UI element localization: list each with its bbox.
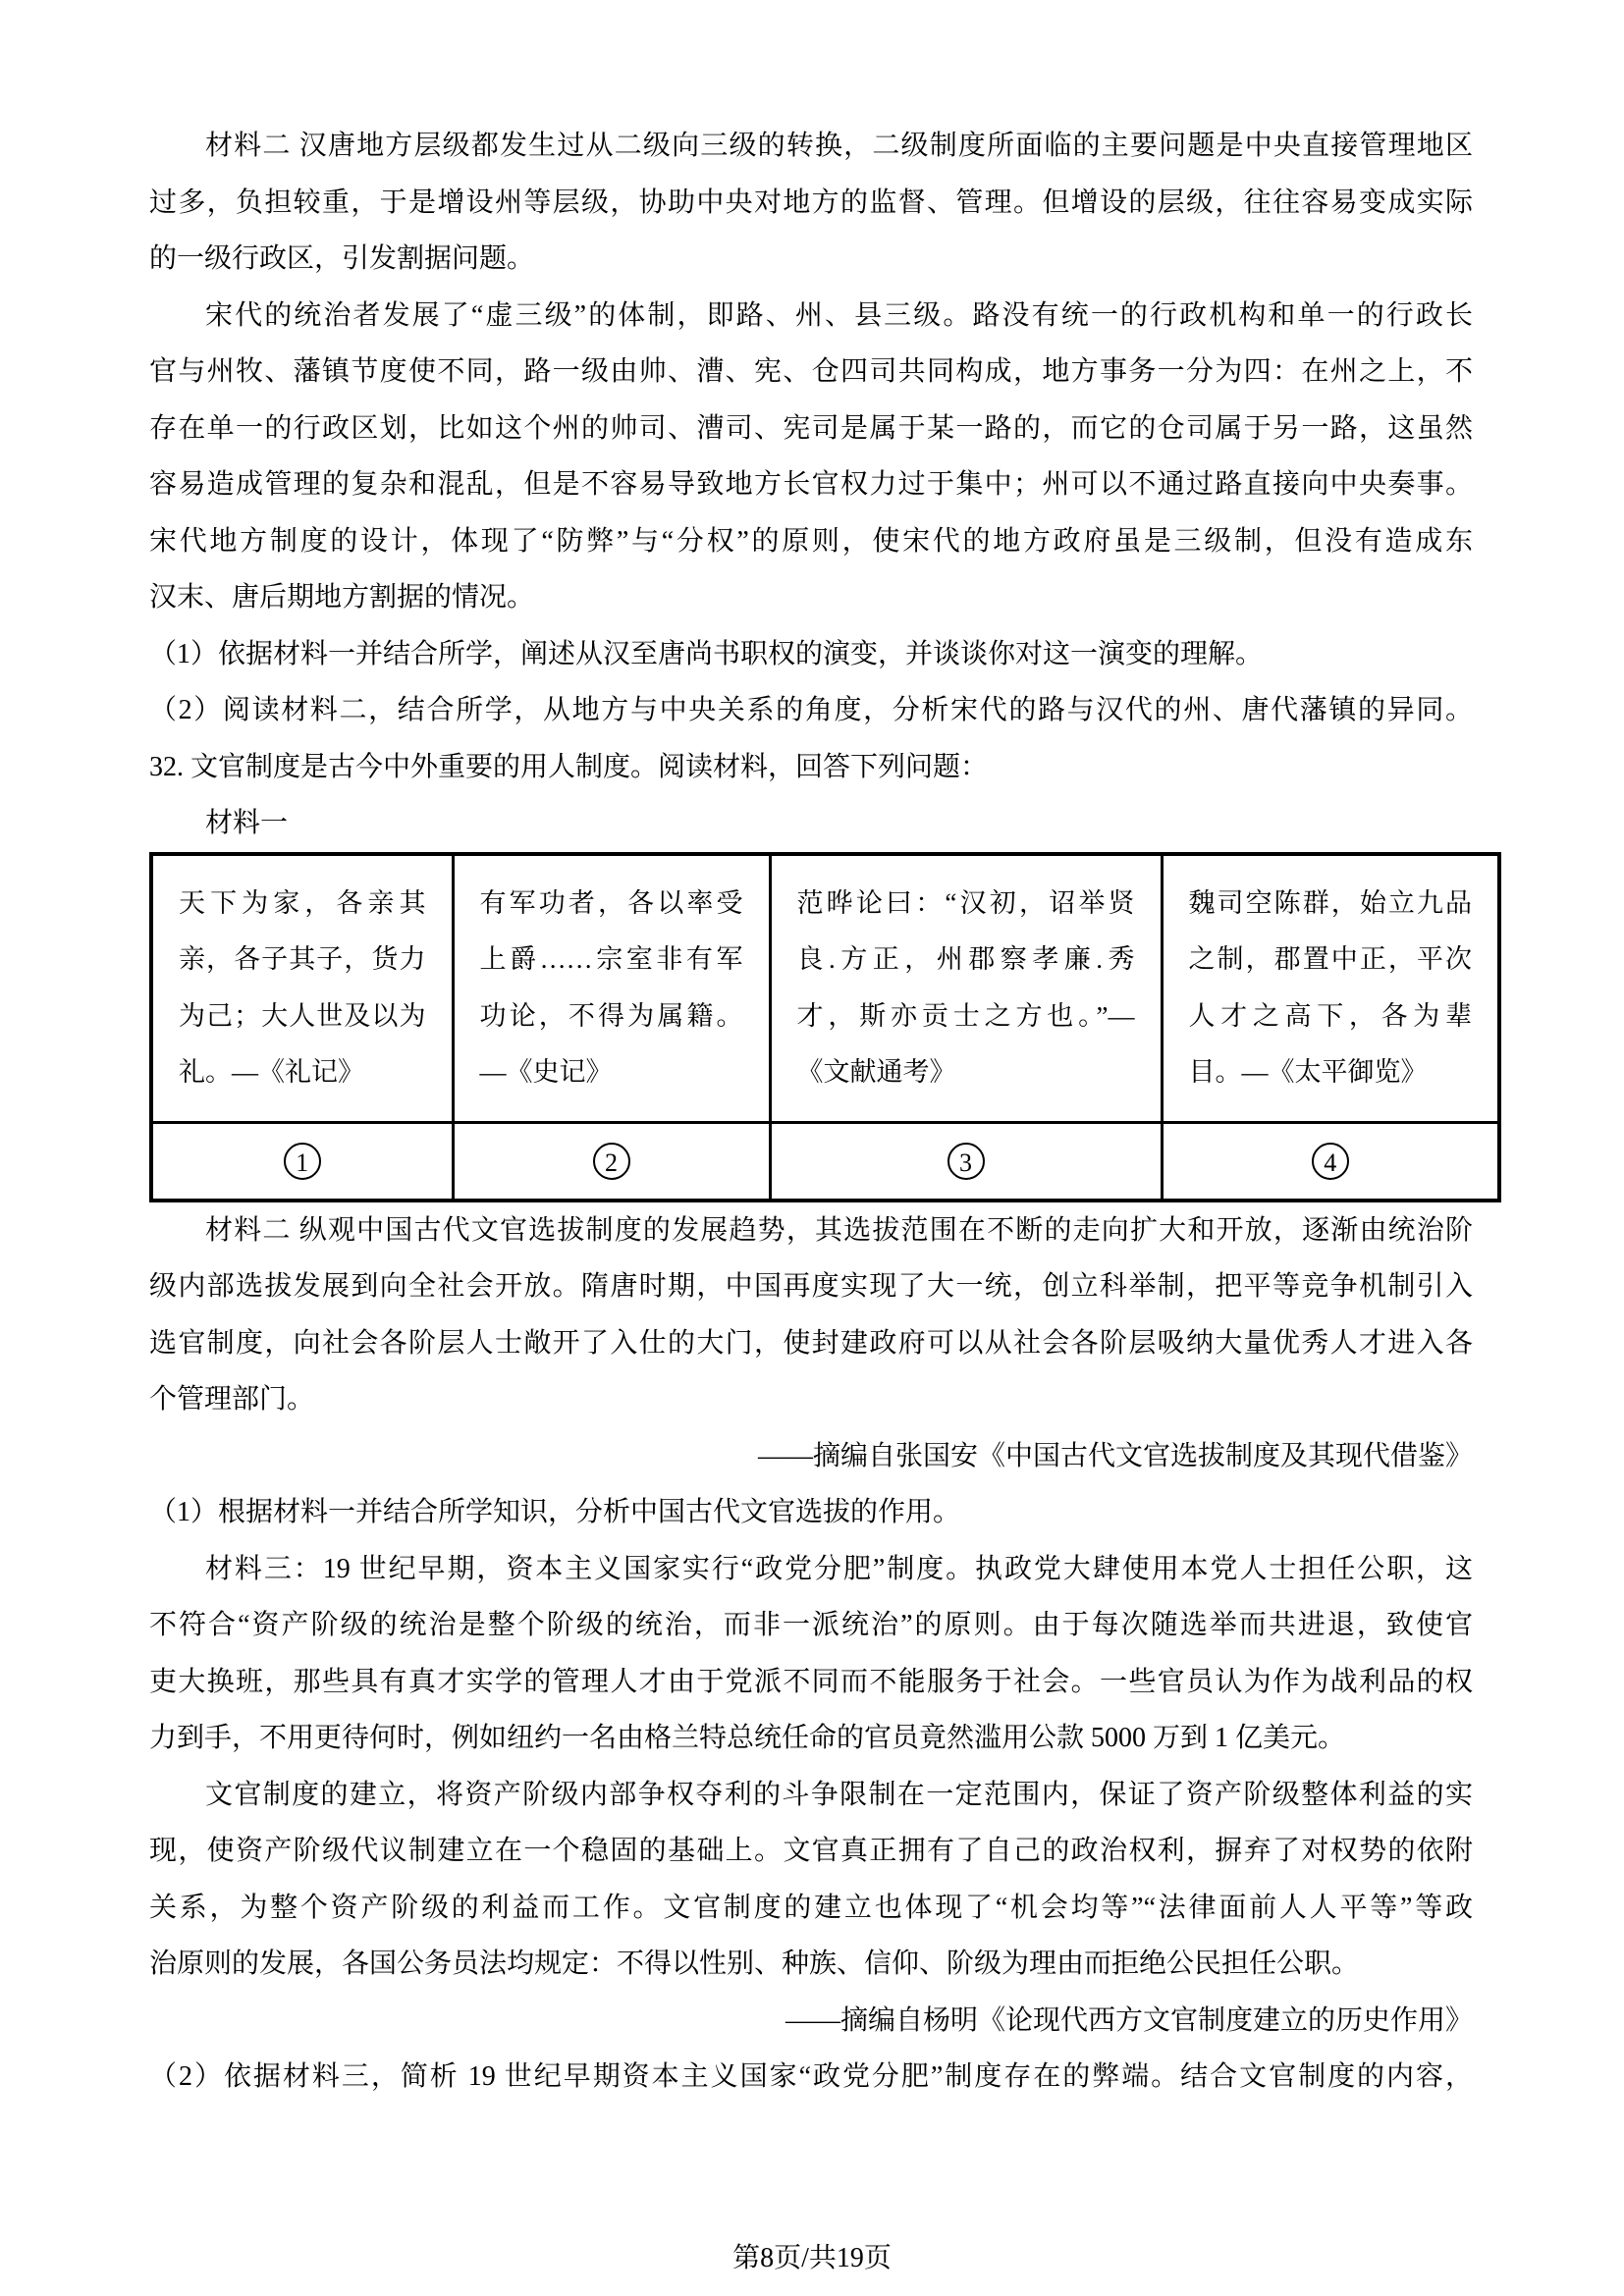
table-cell-2 xyxy=(453,854,770,1123)
material-2-paragraph-line: 汉末、唐后期地方割据的情况。 xyxy=(149,582,535,613)
cell-text-line: 魏司空陈群，始立九品 xyxy=(1188,887,1472,918)
table-cell-4 xyxy=(1162,854,1499,1123)
cell-text-line: 《文献通考》 xyxy=(796,1057,956,1087)
table-label-cell-1 xyxy=(151,1122,453,1201)
cell-text-line: 上爵……宗室非有军 xyxy=(479,944,743,974)
table-cell-1 xyxy=(151,854,453,1123)
material-2-selection-paragraph-line: 材料二 纵观中国古代文官选拔制度的发展趋势，其选拔范围在不断的走向扩大和开放，逐渐由统治阶 xyxy=(205,1214,1473,1246)
table-source-row xyxy=(151,854,1499,1123)
cell-text-line: 之制，郡置中正，平次 xyxy=(1188,944,1472,974)
cell-text-line: 天下为家，各亲其 xyxy=(179,887,426,918)
cell-text-line: 礼。—《礼记》 xyxy=(179,1057,364,1087)
material-3-paragraph-line: 不符合“资产阶级的统治是整个阶级的统治，而非一派统治”的原则。由于每次随选举而共进退，致使官 xyxy=(149,1610,1473,1640)
material-2-paragraph-line: 材料二 汉唐地方层级都发生过从二级向三级的转换，二级制度所面临的主要问题是中央直接管理地区 xyxy=(205,131,1473,161)
cell-text-line: 亲，各子其子，货力 xyxy=(179,944,426,974)
material-2-paragraph-line: 的一级行政区，引发割据问题。 xyxy=(149,243,535,274)
source-attribution-yang-ming: ——摘编自杨明《论现代西方文官制度建立的历史作用》 xyxy=(785,2004,1473,2036)
cell-text-line: 良.方正，州郡察孝廉.秀 xyxy=(796,944,1135,974)
question-31-part-1: （1）依据材料一并结合所学，阐述从汉至唐尚书职权的演变，并谈谈你对这一演变的理解。 xyxy=(149,638,1264,669)
cell-text-line: —《史记》 xyxy=(479,1057,613,1087)
material-1-label: 材料一 xyxy=(205,808,289,838)
material-2-selection-paragraph-line: 级内部选拔发展到向全社会开放。隋唐时期，中国再度实现了大一统，创立科举制，把平等竞争机制引入 xyxy=(149,1271,1473,1302)
question-32-part-2: （2）依据材料三，简析 19 世纪早期资本主义国家“政党分肥”制度存在的弊端。结合文官制度的内容， xyxy=(149,2061,1473,2092)
page-footer: 第8页/共19页 xyxy=(732,2243,892,2273)
table-label-cell-3 xyxy=(770,1122,1162,1201)
material-1-table xyxy=(149,852,1501,1202)
material-2-paragraph-line: 官与州牧、藩镇节度使不同，路一级由帅、漕、宪、仓四司共同构成，地方事务一分为四：在州之上，不 xyxy=(149,356,1473,387)
question-32-part-1: （1）根据材料一并结合所学知识，分析中国古代文官选拔的作用。 xyxy=(149,1497,961,1527)
material-3-paragraph-line: 力到手，不用更待何时，例如纽约一名由格兰特总统任命的官员竟然滥用公款 5000 万到 1 亿美元。 xyxy=(149,1723,1346,1753)
material-3-paragraph-line: 关系，为整个资产阶级的利益而工作。文官制度的建立也体现了“机会均等”“法律面前人人平等”等政 xyxy=(149,1892,1473,1923)
question-32-intro: 32. 文官制度是古今中外重要的用人制度。阅读材料，回答下列问题： xyxy=(149,751,989,782)
material-2-paragraph-line: 容易造成管理的复杂和混乱，但是不容易导致地方长官权力过于集中；州可以不通过路直接向中央奏事。 xyxy=(149,469,1473,500)
circled-number-3: 3 xyxy=(947,1143,985,1180)
material-2-paragraph-line: 存在单一的行政区划，比如这个州的帅司、漕司、宪司是属于某一路的，而它的仓司属于另一路，这虽然 xyxy=(149,412,1473,444)
material-2-paragraph-line: 宋代地方制度的设计，体现了“防弊”与“分权”的原则，使宋代的地方政府虽是三级制，但没有造成东 xyxy=(149,525,1473,557)
circled-number-2: 2 xyxy=(593,1143,630,1180)
material-3-paragraph-line: 现，使资产阶级代议制建立在一个稳固的基础上。文官真正拥有了自己的政治权利，摒弃了对权势的依附 xyxy=(149,1836,1473,1866)
material-3-paragraph-line: 吏大换班，那些具有真才实学的管理人才由于党派不同而不能服务于社会。一些官员认为作为战利品的权 xyxy=(149,1666,1473,1697)
cell-text-line: 人才之高下，各为辈 xyxy=(1188,1000,1472,1031)
cell-text-line: 功论，不得为属籍。 xyxy=(479,1000,743,1031)
document-body xyxy=(149,118,1473,2106)
cell-text-line: 有军功者，各以率受 xyxy=(479,887,743,918)
table-label-cell-2 xyxy=(453,1122,770,1201)
table-cell-3 xyxy=(770,854,1162,1123)
question-31-part-2: （2）阅读材料二，结合所学，从地方与中央关系的角度，分析宋代的路与汉代的州、唐代藩镇的异同。 xyxy=(149,695,1473,725)
cell-text-line: 为己；大人世及以为 xyxy=(179,1000,426,1031)
material-2-selection-paragraph-line: 个管理部门。 xyxy=(149,1384,315,1415)
material-3-paragraph-line: 文官制度的建立，将资产阶级内部争权夺利的斗争限制在一定范围内，保证了资产阶级整体利益的实 xyxy=(205,1779,1473,1810)
material-3-paragraph-line: 治原则的发展，各国公务员法均规定：不得以性别、种族、信仰、阶级为理由而拒绝公民担任公职。 xyxy=(149,1949,1360,1979)
material-2-paragraph-line: 过多，负担较重，于是增设州等层级，协助中央对地方的监督、管理。但增设的层级，往往容易变成实际 xyxy=(149,187,1473,218)
material-2-selection-paragraph-line: 选官制度，向社会各阶层人士敞开了入仕的大门，使封建政府可以从社会各阶层吸纳大量优秀人才进入各 xyxy=(149,1327,1473,1359)
source-attribution-zhang-guoan: ——摘编自张国安《中国古代文官选拔制度及其现代借鉴》 xyxy=(757,1440,1473,1471)
table-label-cell-4 xyxy=(1162,1122,1499,1201)
cell-text-line: 目。—《太平御览》 xyxy=(1188,1057,1428,1087)
cell-text-line: 才，斯亦贡士之方也。”— xyxy=(796,1000,1135,1031)
table-label-row xyxy=(151,1122,1499,1201)
material-3-paragraph-line: 材料三：19 世纪早期，资本主义国家实行“政党分肥”制度。执政党大肆使用本党人士担任公职，这 xyxy=(205,1553,1473,1584)
circled-number-4: 4 xyxy=(1312,1143,1349,1180)
circled-number-1: 1 xyxy=(284,1143,321,1180)
cell-text-line: 范晔论曰：“汉初，诏举贤 xyxy=(796,887,1135,918)
material-2-paragraph-line: 宋代的统治者发展了“虚三级”的体制，即路、州、县三级。路没有统一的行政机构和单一的行政长 xyxy=(205,299,1473,331)
